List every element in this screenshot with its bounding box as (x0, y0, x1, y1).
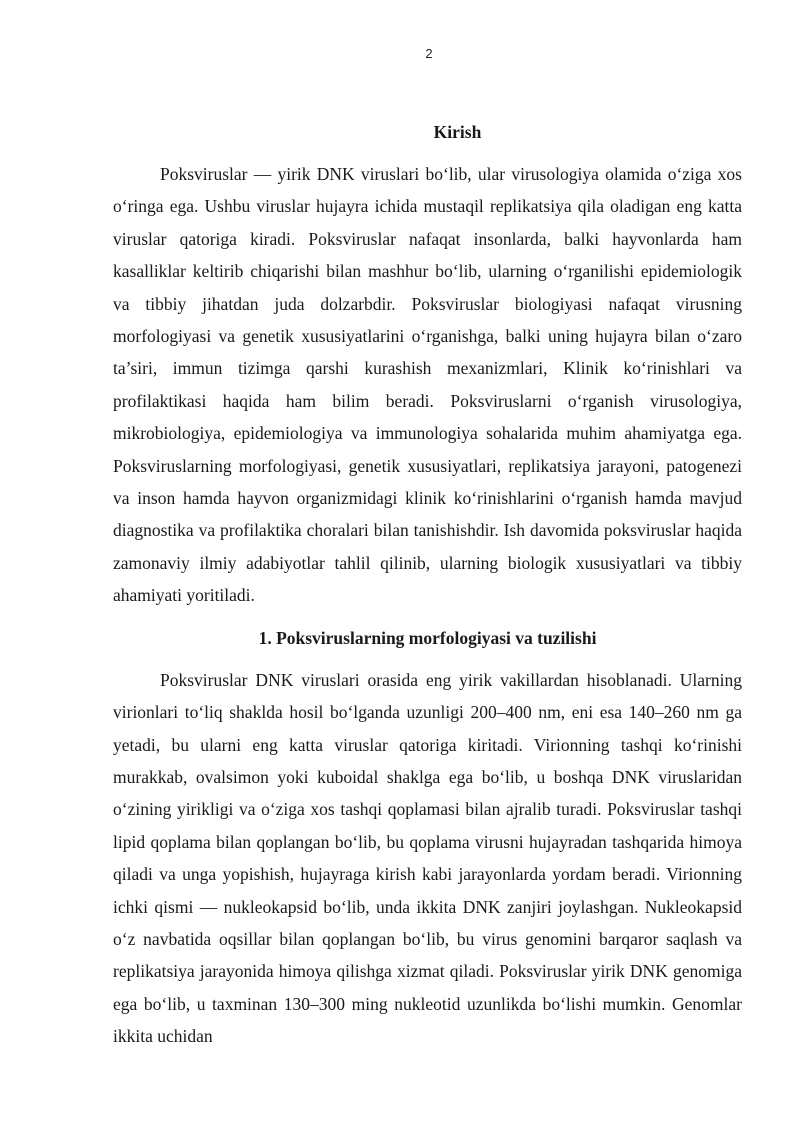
section-heading-introduction: Kirish (433, 122, 482, 142)
introduction-paragraph: Poksviruslar — yirik DNK viruslari bo‘lib, ular virusologiya olamida o‘ziga xos o‘ringa ega. Ushbu viruslar hujayra ichida mustaqil replikatsiya qila oladigan eng katta viruslar qatoriga kiradi. Poksviruslar nafaqat insonlarda, balki hayvonlarda ham kasalliklar keltirib chiqarishi bilan mashhur bo‘lib, ularning o‘rganilishi epidemiologik va tibbiy jihatdan juda dolzarbdir. Poksviruslar biologiyasi nafaqat virusning morfologiyasi va genetik xususiyatlarini o‘rganishga, balki uning hujayra bilan o‘zaro ta’siri, immun tizimga qarshi kurashish mexanizmlari, Klinik ko‘rinishlari va profilaktikasi haqida ham bilim beradi. Poksviruslarni o‘rganish virusologiya, mikrobiologiya, epidemiologiya va immunologiya sohalarida muhim ahamiyatga ega. Poksviruslarning morfologiyasi, genetik xususiyatlari, replikatsiya jarayoni, patogenezi va inson hamda hayvon organizmidagi klinik ko‘rinishlarini o‘rganish hamda mavjud diagnostika va profilaktika choralari bilan tanishishdir. Ish davomida poksviruslar haqida zamonaviy ilmiy adabiyotlar tahlil qilinib, ularning biologik xususiyatlari va tibbiy ahamiyati yoritiladi. (113, 164, 742, 606)
document-body (113, 118, 742, 1053)
page-number: 2 (425, 46, 433, 61)
morphology-paragraph: Poksviruslar DNK viruslari orasida eng yirik vakillardan hisoblanadi. Ularning virionlari to‘liq shaklda hosil bo‘lganda uzunligi 200–400 nm, eni esa 140–260 nm ga yetadi, bu ularni eng katta viruslar qatoriga kiritadi. Virionning tashqi ko‘rinishi murakkab, ovalsimon yoki kuboidal shaklga ega bo‘lib, u boshqa DNK viruslaridan o‘zining yirikligi va o‘ziga xos tashqi qoplamasi bilan ajralib turadi. Poksviruslar tashqi lipid qoplama bilan qoplangan bo‘lib, bu qoplama virusni hujayradan tashqarida himoya qiladi va unga yopishish, hujayraga kirish kabi jarayonlarda yordam beradi. Virionning ichki qismi — nukleokapsid bo‘lib, unda ikkita DNK zanjiri joylashgan. Nukleokapsid o‘z navbatida oqsillar bilan qoplangan bo‘lib, bu virus genomini barqaror saqlash va replikatsiya jarayonida himoya qilishga xizmat qiladi. Poksviruslar yirik DNK genomiga ega bo‘lib, u taxminan 130–300 ming nukleotid uzunlikda bo‘lishi mumkin. Genomlar ikkita uchidan (113, 669, 742, 1047)
section-heading-morphology: 1. Poksviruslarning morfologiyasi va tuzilishi (258, 627, 597, 648)
